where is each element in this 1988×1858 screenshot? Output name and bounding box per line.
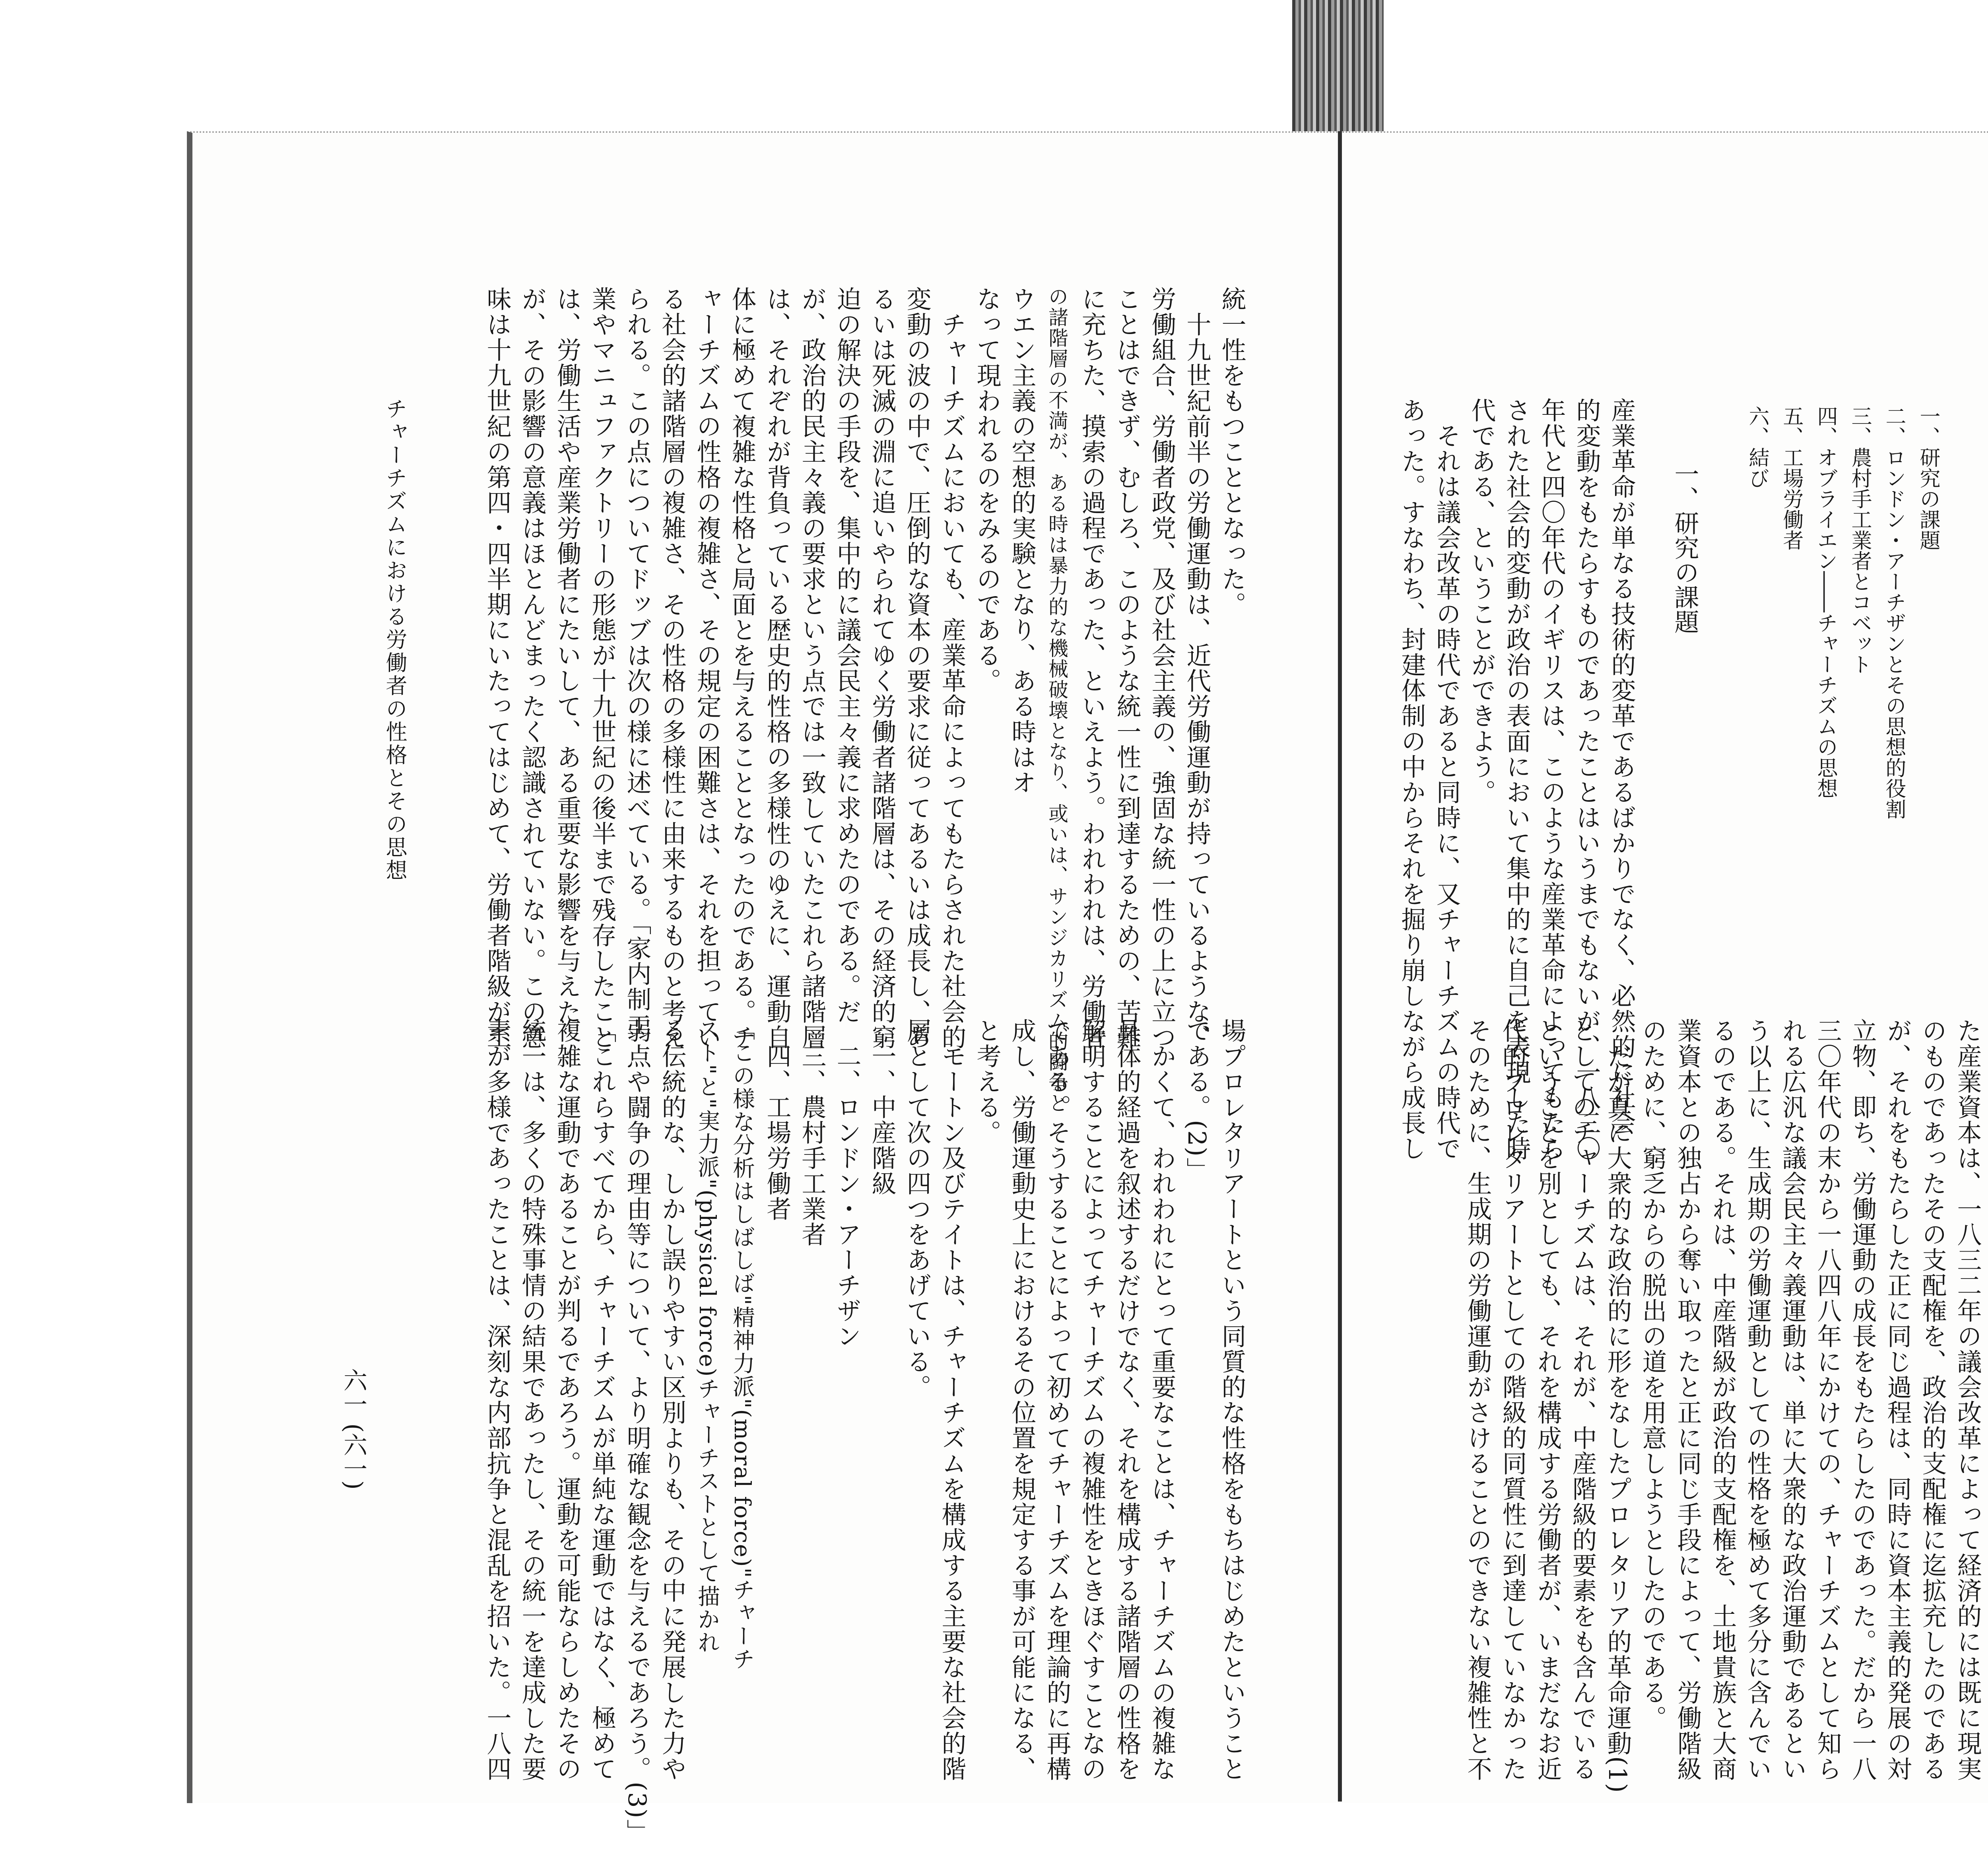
section-heading: 一、研究の課題 <box>1670 461 1699 634</box>
text-line: 代である、ということができよう。 <box>1467 398 1496 805</box>
text-line: は、それぞれが背負っている歴史的性格の多様性のゆえに、運動自 <box>763 286 792 1050</box>
text-line: 年代と四〇年代のイギリスは、このような産業革命によってもたら <box>1537 398 1566 1161</box>
text-line: モートン及びテイトは、チャーチズムを構成する主要な社会的階 <box>938 1018 967 1782</box>
text-line: の諸階層の不満が、ある時は暴力的な機械破壊となり、或いは、サンジカリズム的闘争と <box>1045 286 1068 1114</box>
text-line: 「これらすべてから、チャーチズムが単純な運動ではなく、極めて <box>588 1018 617 1782</box>
text-line: スト"と"実力派"(physical force)チャーチストとして描かれ <box>694 1018 720 1654</box>
text-line: と考える。 <box>973 1018 1002 1145</box>
text-line: う以上に、生成期の労働運動としての性格を極めて多分に含んでい <box>1743 1018 1772 1782</box>
text-line: かくて、われわれにとって重要なことは、チャーチズムの複雑な <box>1147 1018 1176 1782</box>
toc-item-1: 一、研究の課題 <box>1916 406 1940 550</box>
text-line: 労働組合、労働者政党、及び社会主義の、強固な統一性の上に立つ <box>1147 286 1176 1050</box>
text-line: 一、中産階級 <box>868 1018 897 1196</box>
text-line: ウエン主義の空想的実験となり、ある時はオ <box>1008 286 1037 795</box>
text-line: 複雑な運動であることが判るであろう。運動を可能ならしめたその <box>553 1018 582 1782</box>
text-line: 業やマニュファクトリーの形態が十九世紀の後半まで残存したこと <box>588 286 617 1050</box>
text-line: ということを別としても、それを構成する労働者が、いまだなお近 <box>1533 1018 1562 1782</box>
text-line: るのである。それは、中産階級が政治的支配権を、土地貴族と大商 <box>1708 1018 1737 1782</box>
text-line: 変動の波の中で、圧倒的な資本の要求に従ってあるいは成長し、あ <box>903 286 932 1050</box>
text-line: 代的プロレタリアートとしての階級的同質性に到達していなかった <box>1498 1018 1527 1782</box>
toc-item-6: 六、結び <box>1745 406 1769 488</box>
text-line: に充ちた、摸索の過程であった、といえよう。われわれは、労働者 <box>1077 286 1107 1050</box>
text-line: る伝統的な、しかし誤りやすい区別よりも、その中に発展した力や <box>658 1018 687 1782</box>
text-line: るいは死滅の淵に追いやられてゆく労働者諸階層は、その経済的窮 <box>868 286 897 1050</box>
binding-clip-scan <box>1292 0 1384 131</box>
text-line: れる広汎な議会民主々義運動は、単に大衆的な政治運動であるとい <box>1778 1018 1807 1782</box>
text-line: ことはできず、むしろ、このような統一性に到達するための、苦難 <box>1112 286 1142 1050</box>
page-number-left-visible: 六一 (六一) <box>340 1368 367 1490</box>
text-line: 二、ロンドン・アーチザン <box>833 1018 862 1349</box>
text-line: た産業資本は、一八三二年の議会改革によって経済的には既に現実 <box>1953 1018 1982 1782</box>
text-line: る社会的諸階層の複雑さ、その性格の多様性に由来するものと考え <box>658 286 687 1050</box>
text-line: だが真に大衆的な政治的に形をなしたプロレタリア的革命運動(1) <box>1603 1018 1632 1794</box>
text-line: が、その影響の意義はほとんどまったく認識されていない。この意 <box>518 286 547 1050</box>
text-line: 層として次の四つをあげている。 <box>903 1018 932 1400</box>
text-line: は、労働生活や産業労働者にたいして、ある重要な影響を与えた <box>553 286 582 1024</box>
text-line: そのために、生成期の労働運動がさけることのできない複雑性と不 <box>1463 1018 1492 1782</box>
text-line: された社会的変動が政治の表面において集中的に自己を表現した時 <box>1502 398 1531 1161</box>
text-line: 体に極めて複雑な性格と局面とを与えることとなったのである。チ <box>728 286 757 1050</box>
toc-item-3: 三、農村手工業者とコベット <box>1848 406 1872 674</box>
page-gutter <box>1338 131 1342 1802</box>
text-line: 三、農村手工業者 <box>798 1018 827 1247</box>
running-title: チャーチズムにおける労働者の性格とその思想 <box>382 398 408 882</box>
text-line: のものであったその支配権を、政治的支配権に迄拡充したのである <box>1918 1018 1947 1782</box>
text-line: 統一性をもつこととなった。 <box>1217 286 1246 617</box>
text-line: が、政治的民主々義の要求という点では一致していたこれら諸階層 <box>798 286 827 1050</box>
text-line: あった。すなわち、封建体制の中からそれを掘り崩しながら成長し <box>1397 398 1426 1161</box>
text-line: 弱点や闘争の理由等について、より明確な観念を与えるであろう。(3)」 <box>623 1018 652 1844</box>
text-line: られる。この点についてドッブは次の様に述べている。「家内制工 <box>623 286 652 1038</box>
text-line: ャーチズムの性格の複雑さ、その規定の困難さは、それを担ってい <box>693 286 722 1050</box>
toc-item-2: 二、ロンドン・アーチザンとその思想的役割 <box>1882 406 1906 819</box>
text-line: 産業革命が単なる技術的変革であるばかりでなく、必然的に社会 <box>1607 398 1636 1136</box>
text-line: 立物、即ち、労働運動の成長をもたらしたのであった。だから一八 <box>1848 1018 1877 1782</box>
text-line: なって現われるのをみるのである。 <box>973 286 1002 694</box>
text-line: 三〇年代の末から一八四八年にかけての、チャーチズムとして知ら <box>1813 1018 1842 1782</box>
text-line: 業資本との独占から奪い取ったと正に同じ手段によって、労働階級 <box>1673 1018 1702 1782</box>
text-line: 味は十九世紀の第四・四半期にいたってはじめて、労働者階級が工 <box>483 286 512 1050</box>
text-line: 統一は、多くの特殊事情の結果であったし、その統一を達成した要 <box>518 1018 547 1782</box>
text-line: 迫の解決の手段を、集中的に議会民主々義に求めたのである。だ <box>833 286 862 1024</box>
text-line: 成し、労働運動史上におけるその位置を規定する事が可能になる、 <box>1008 1018 1037 1782</box>
text-line: 場プロレタリアートという同質的な性格をもちはじめたということ <box>1217 1018 1246 1782</box>
text-line: のために、窮乏からの脱出の道を用意しようとしたのである。 <box>1638 1018 1667 1731</box>
toc-item-5: 五、工場労働者 <box>1779 406 1803 550</box>
text-line: チャーチズムにおいても、産業革命によってもたらされた社会的 <box>938 286 967 1050</box>
text-line: 素が多様であったことは、深刻な内部抗争と混乱を招いた。一八四 <box>483 1018 512 1782</box>
toc-item-4: 四、オブライエン――チャーチズムの思想 <box>1813 406 1837 799</box>
text-line: としてのチャーチズムは、それが、中産階級的要素をも含んでいる <box>1568 1018 1597 1782</box>
text-line: 十九世紀前半の労働運動は、近代労働運動が持っているような、 <box>1182 286 1211 1050</box>
text-line: 「この様な分析はしばしば"精神力派"(moral force)"チャーチ <box>729 1018 755 1671</box>
text-line: それは議会改革の時代であると同時に、又チャーチズムの時代で <box>1432 398 1461 1161</box>
text-line: である。そうすることによって初めてチャーチズムを理論的に再構 <box>1043 1018 1072 1782</box>
text-line: 四、工場労働者 <box>763 1018 792 1222</box>
text-line: が、それをもたらした正に同じ過程は、同時に資本主義的発展の対 <box>1883 1018 1912 1782</box>
text-line: 解明することによってチャーチズムの複雑性をときほぐすことなの <box>1077 1018 1107 1782</box>
text-line: 具体的経過を叙述するだけでなく、それを構成する諸階層の性格を <box>1112 1018 1142 1782</box>
text-line: 的変動をもたらすものであったことはいうまでもないが、一八三〇 <box>1572 398 1601 1161</box>
text-line: である。(2)」 <box>1182 1018 1211 1183</box>
